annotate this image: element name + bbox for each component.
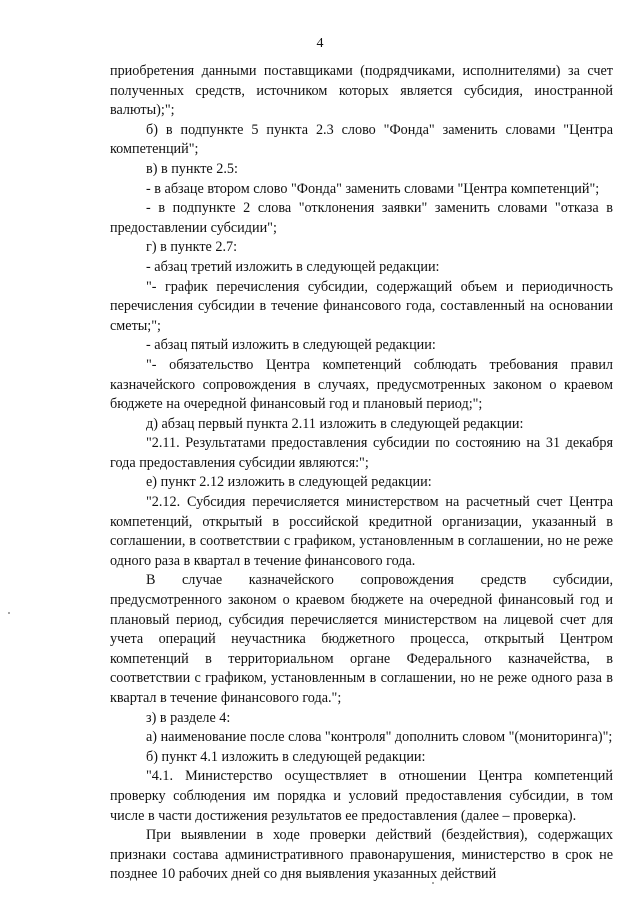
paragraph: "2.12. Субсидия перечисляется министерством на расчетный счет Центра компетенций, открытый в российской кредитной организации, указанный в соглашении, в соответствии с графиком, установленным в соглашении, но не реже одного раза в квартал в течение финансового года.	[110, 494, 613, 569]
paragraph: приобретения данными поставщиками (подрядчиками, исполнителями) за счет полученных средств, источником которых является субсидия, иностранной валюты);";	[110, 63, 613, 119]
paragraph: е) пункт 2.12 изложить в следующей редакции:	[146, 474, 432, 491]
paragraph: г) в пункте 2.7:	[146, 239, 238, 256]
paragraph: б) в подпункте 5 пункта 2.3 слово "Фонда" заменить словами "Центра компетенций";	[110, 121, 613, 158]
paragraph: - абзац третий изложить в следующей редакции:	[146, 258, 440, 275]
paragraph: - абзац пятый изложить в следующей редакции:	[146, 337, 436, 354]
paragraph: - в подпункте 2 слова "отклонения заявки" заменить словами "отказа в предоставлении субсидии";	[110, 200, 613, 236]
paragraph: б) пункт 4.1 изложить в следующей редакции:	[146, 748, 426, 765]
paragraph: При выявлении в ходе проверки действий (бездействия), содержащих признаки состава административного правонарушения, министерство в срок не позднее 10 рабочих дней со дня выявления указанных действий	[110, 827, 613, 883]
paragraph: "- график перечисления субсидии, содержащий объем и периодичность перечисления субсидии в течение финансового года, составленный на основании сметы;";	[110, 278, 613, 334]
paragraph: д) абзац первый пункта 2.11 изложить в следующей редакции:	[146, 415, 524, 432]
paragraph: - в абзаце втором слово "Фонда" заменить словами "Центра компетенций";	[146, 180, 600, 197]
paragraph: "- обязательство Центра компетенций соблюдать требования правил казначейского сопровождения в случаях, предусмотренных законом о краевом бюджете на очередной финансовый год и плановый период;";	[110, 356, 613, 413]
paragraph: "2.11. Результатами предоставления субсидии по состоянию на 31 декабря года предоставления субсидии являются:";	[110, 435, 613, 471]
paragraph: в) в пункте 2.5:	[146, 160, 238, 177]
paragraph: а) наименование после слова "контроля" дополнить словом "(мониторинга)";	[146, 729, 613, 746]
scan-speck	[432, 882, 434, 884]
document-body	[110, 62, 613, 885]
scan-speck	[8, 612, 10, 614]
paragraph: "4.1. Министерство осуществляет в отношении Центра компетенций проверку соблюдения им порядка и условий предоставления субсидии, в том числе в части достижения результатов ее предоставления (далее – проверка).	[110, 768, 613, 824]
paragraph: з) в разделе 4:	[146, 709, 231, 726]
page-number: 4	[316, 36, 324, 51]
paragraph: В случае казначейского сопровождения средств субсидии, предусмотренного законом о краевом бюджете на очередной финансовый год и плановый период, субсидия перечисляется министерством на лицевой счет для учета операций неучастника бюджетного процесса, открытый Центром компетенций в территориальном органе Федерального казначейства, в соответствии с графиком, установленным в соглашении, но не реже одного раза в квартал в течение финансового года.";	[110, 572, 613, 706]
